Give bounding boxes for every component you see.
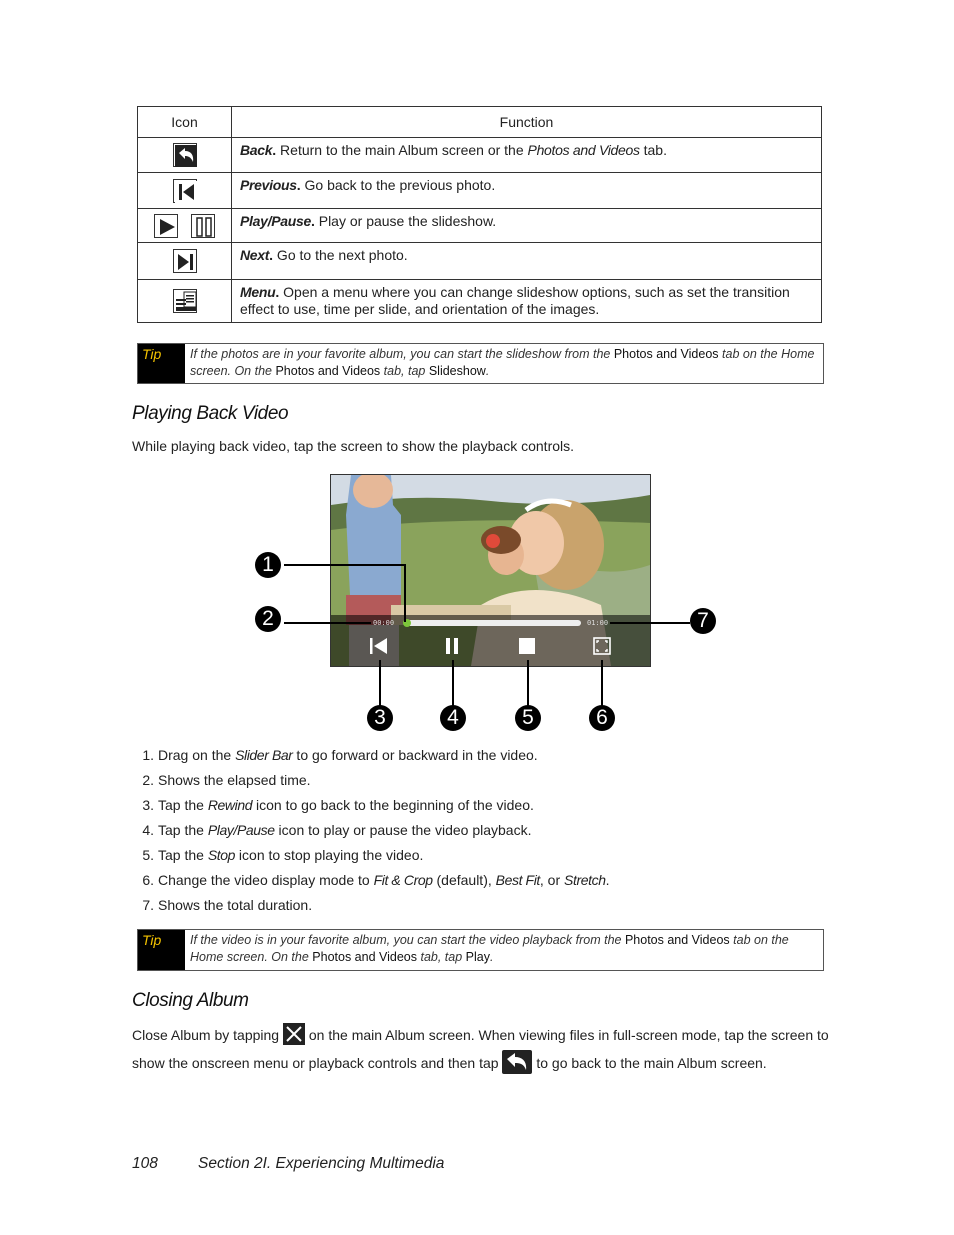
callout-line-4: [452, 660, 454, 706]
list-item: 3. Tap the Rewind icon to go back to the beginning of the video.: [142, 797, 534, 813]
header-icon: Icon: [138, 107, 232, 138]
callout-3: 3: [367, 705, 393, 731]
list-item: 6. Change the video display mode to Fit & Crop (default), Best Fit, or Stretch.: [142, 872, 610, 888]
section-title-closing-album: Closing Album: [132, 990, 249, 1011]
row-menu: Menu. Open a menu where you can change slideshow options, such as set the transition effect to use, time per slide, and orientation of the images.: [232, 280, 822, 323]
back-icon: [173, 143, 197, 167]
callout-line-6: [601, 660, 603, 706]
tip-text: If the photos are in your favorite album, you can start the slideshow from the Photos and Videos tab on the Home screen. On the Photos and Videos tab, tap Slideshow.: [190, 347, 815, 378]
play-pause-icon[interactable]: [444, 637, 460, 660]
tip-text: If the video is in your favorite album, you can start the video playback from the Photos and Videos tab on the Home screen. On the Photos and Videos tab, tap Play.: [190, 933, 789, 964]
callout-line-5: [527, 660, 529, 706]
close-icon: [283, 1023, 305, 1050]
next-icon: [173, 249, 197, 273]
callout-7: 7: [690, 608, 716, 634]
section-intro: While playing back video, tap the screen to show the playback controls.: [132, 438, 575, 454]
pause-icon: [191, 214, 215, 238]
section-title-playing-back-video: Playing Back Video: [132, 403, 289, 424]
stop-icon[interactable]: [519, 638, 535, 659]
list-item: 7. Shows the total duration.: [142, 897, 313, 913]
play-icon: [154, 214, 178, 238]
steps-list: [132, 746, 609, 921]
callout-4: 4: [440, 705, 466, 731]
section2-paragraph: Close Album by tapping on the main Album screen. When viewing files in full-screen mode, tap the screen to show the onscreen menu or playback controls and then tap to go back to the main Album screen.: [132, 1023, 832, 1078]
row-next: Next. Go to the next photo.: [232, 243, 822, 280]
callout-line-3: [379, 660, 381, 706]
elapsed-time: 00:00: [373, 619, 395, 627]
tip-box-slideshow: [137, 343, 824, 384]
icon-function-table: [137, 106, 822, 323]
footer-section: Section 2I. Experiencing Multimedia: [198, 1155, 445, 1172]
callout-line-2: [284, 622, 371, 624]
page-number: 108: [132, 1155, 158, 1172]
row-back: Back. Return to the main Album screen or the Photos and Videos tab.: [232, 138, 822, 173]
video-screenshot: [330, 474, 651, 667]
row-play-pause: Play/Pause. Play or pause the slideshow.: [232, 209, 822, 243]
callout-line-1: [284, 564, 405, 566]
total-duration: 01:00: [587, 619, 609, 627]
tip-label: Tip: [138, 344, 185, 383]
menu-icon: [173, 289, 197, 313]
row-previous: Previous. Go back to the previous photo.: [232, 173, 822, 209]
back-icon: [502, 1050, 532, 1079]
rewind-icon[interactable]: [369, 637, 389, 660]
callout-5: 5: [515, 705, 541, 731]
list-item: 2. Shows the elapsed time.: [142, 772, 311, 788]
callout-6: 6: [589, 705, 615, 731]
tip-box-video: [137, 929, 824, 971]
previous-icon: [173, 179, 197, 203]
list-item: 1. Drag on the Slider Bar to go forward or backward in the video.: [142, 747, 538, 763]
callout-line-7: [610, 622, 690, 624]
callout-2: 2: [255, 606, 281, 632]
list-item: 4. Tap the Play/Pause icon to play or pause the video playback.: [142, 822, 532, 838]
display-mode-icon[interactable]: [593, 637, 611, 660]
list-item: 5. Tap the Stop icon to stop playing the video.: [142, 847, 424, 863]
slider-bar[interactable]: [405, 620, 581, 626]
callout-1: 1: [255, 552, 281, 578]
callout-line-1-v: [404, 564, 406, 622]
tip-label: Tip: [138, 930, 185, 970]
header-function: Function: [232, 107, 822, 138]
